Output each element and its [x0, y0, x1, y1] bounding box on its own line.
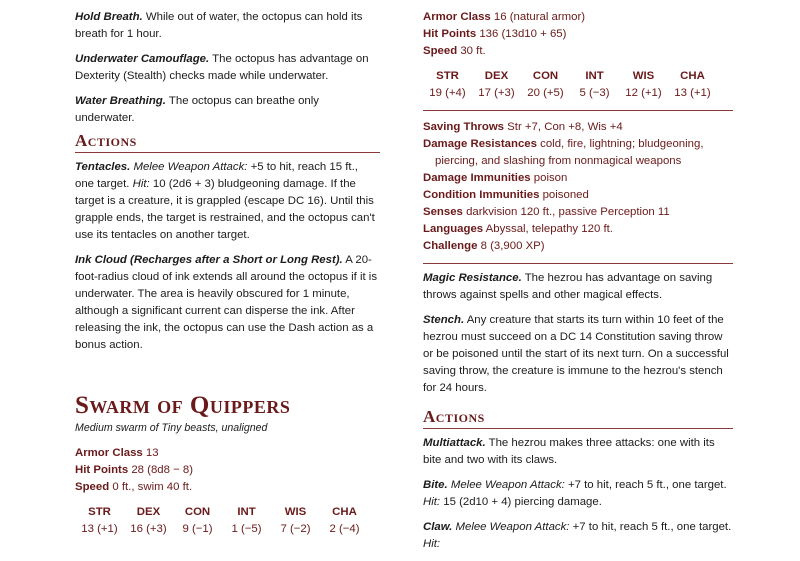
ability-wis: WIS 7 (−2) [280, 506, 311, 535]
trait-stench: Stench. Any creature that starts its turn within 10 feet of the hezrou must succeed on a DC 14 Constitution saving throw or be poisoned until the start of its next turn. On a successful saving throw, the creature is immune to the hezrou's stench for 24 hours. [423, 314, 729, 394]
left-column [75, 9, 380, 538]
swarm-armor-class: Armor Class 13 [75, 447, 159, 459]
action-bite: Bite. Melee Weapon Attack: +7 to hit, reach 5 ft., one target. Hit: 15 (2d10 + 4) piercing damage. [423, 479, 727, 508]
trait-magic-resistance: Magic Resistance. The hezrou has advantage on saving throws against spells and other magical effects. [423, 272, 713, 301]
prop-saving-throws: Saving Throws Str +7, Con +8, Wis +4 [423, 121, 623, 133]
prop-damage-resistances: Damage Resistances cold, fire, lightning; bludgeoning, piercing, and slashing from nonmagical weapons [423, 138, 704, 167]
ability-wis: WIS 12 (+1) [625, 70, 662, 99]
hezrou-hit-points: Hit Points 136 (13d10 + 65) [423, 28, 567, 40]
swarm-ability-scores [75, 504, 380, 538]
swarm-hit-points: Hit Points 28 (8d8 − 8) [75, 464, 194, 476]
trait-hold-breath: Hold Breath. While out of water, the octopus can hold its breath for 1 hour. [75, 11, 363, 40]
right-column [423, 9, 733, 561]
ability-cha: CHA 2 (−4) [329, 506, 360, 535]
ability-str: STR 13 (+1) [81, 506, 118, 535]
ability-cha: CHA 13 (+1) [674, 70, 711, 99]
action-multiattack: Multiattack. The hezrou makes three attacks: one with its bite and two with its claws. [423, 437, 715, 466]
prop-languages: Languages Abyssal, telepathy 120 ft. [423, 223, 613, 235]
ability-int: INT 5 (−3) [579, 70, 610, 99]
trait-underwater-camouflage: Underwater Camouflage. The octopus has advantage on Dexterity (Stealth) checks made while underwater. [75, 53, 369, 82]
swarm-title: Swarm of Quippers [75, 392, 291, 419]
prop-senses: Senses darkvision 120 ft., passive Perception 11 [423, 206, 670, 218]
prop-condition-immunities: Condition Immunities poisoned [423, 189, 589, 201]
action-tentacles: Tentacles. Melee Weapon Attack: +5 to hit, reach 15 ft., one target. Hit: 10 (2d6 + 3) bludgeoning damage. If the target is a creature, it is grappled (escape DC 16). Until this grapple ends, the target is restrained, and the octopus can't use its tentacles on another target. [75, 161, 375, 241]
actions-heading: Actions [423, 407, 733, 429]
ability-dex: DEX 16 (+3) [130, 506, 167, 535]
prop-challenge: Challenge 8 (3,900 XP) [423, 240, 545, 252]
ability-str: STR 19 (+4) [429, 70, 466, 99]
section-divider [423, 110, 733, 111]
ability-con: CON 9 (−1) [182, 506, 213, 535]
hezrou-speed: Speed 30 ft. [423, 45, 486, 57]
hezrou-ability-scores [423, 68, 733, 102]
ability-dex: DEX 17 (+3) [478, 70, 515, 99]
prop-damage-immunities: Damage Immunities poison [423, 172, 568, 184]
action-claw: Claw. Melee Weapon Attack: +7 to hit, reach 5 ft., one target. Hit: [423, 521, 732, 550]
section-divider [423, 263, 733, 264]
swarm-speed: Speed 0 ft., swim 40 ft. [75, 481, 193, 493]
ability-int: INT 1 (−5) [231, 506, 262, 535]
hezrou-armor-class: Armor Class 16 (natural armor) [423, 11, 586, 23]
ability-con: CON 20 (+5) [527, 70, 564, 99]
swarm-subtitle: Medium swarm of Tiny beasts, unaligned [75, 422, 268, 434]
actions-heading: Actions [75, 131, 380, 153]
trait-water-breathing: Water Breathing. The octopus can breathe only underwater. [75, 95, 319, 124]
action-ink-cloud: Ink Cloud (Recharges after a Short or Long Rest). A 20-foot-radius cloud of ink extends all around the octopus if it is underwater. The area is heavily obscured for 1 minute, although a significant current can disperse the ink. After releasing the ink, the octopus can use the Dash action as a bonus action. [75, 254, 378, 351]
